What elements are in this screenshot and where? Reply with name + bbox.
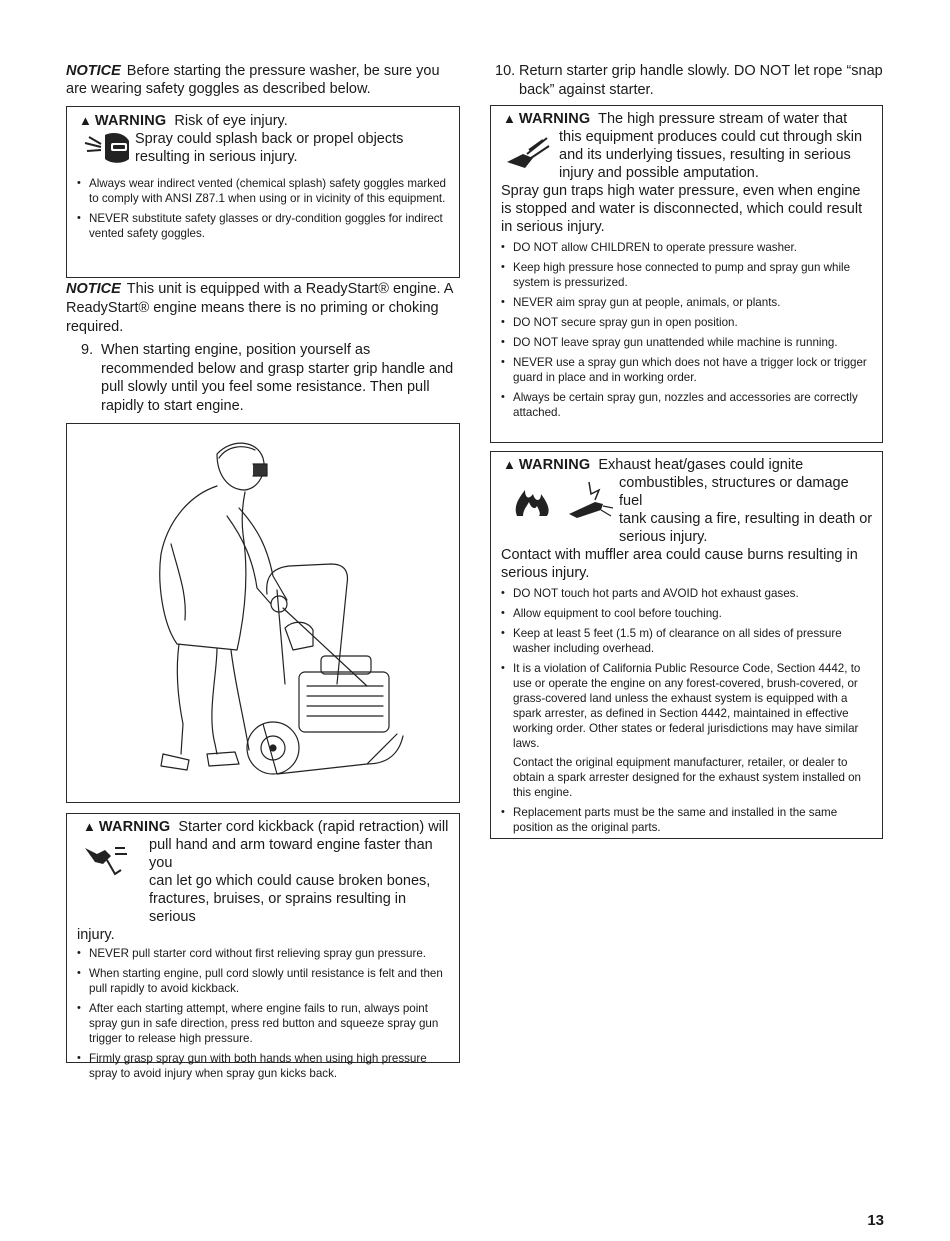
warning-line: pull hand and arm toward engine faster than you bbox=[149, 837, 433, 871]
list-item: • DO NOT secure spray gun in open position. bbox=[501, 315, 874, 330]
list-item: • Firmly grasp spray gun with both hands when using high pressure spray to avoid injury when spray gun kicks back. bbox=[77, 1051, 451, 1081]
warning-triangle-icon: ▲ bbox=[79, 113, 92, 128]
bullet-paragraph: • Allow equipment to cool before touching. bbox=[513, 607, 722, 620]
warning-title: The high pressure stream of water that bbox=[598, 111, 848, 127]
warning-paragraph: Contact with muffler area could cause burns resulting in serious injury. bbox=[501, 547, 858, 581]
bullet-paragraph: • Keep at least 5 feet (1.5 m) of clearance on all sides of pressure washer including overhead. bbox=[513, 627, 842, 655]
list-item: • When starting engine, pull cord slowly until resistance is felt and then pull rapidly to avoid kickback. bbox=[77, 966, 451, 996]
list-item: • NEVER use a spray gun which does not have a trigger lock or trigger guard in place and in working order. bbox=[501, 355, 874, 385]
list-item bbox=[501, 805, 874, 835]
list-item: • DO NOT leave spray gun unattended while machine is running. bbox=[501, 335, 874, 350]
warning-line: this equipment produces could cut through skin bbox=[559, 129, 863, 145]
step-number: 10. bbox=[495, 63, 516, 79]
warning-title: Exhaust heat/gases could ignite bbox=[598, 457, 804, 473]
warning-line: injury. bbox=[77, 927, 115, 943]
notice-goggles bbox=[66, 62, 460, 98]
bullet-paragraph: • It is a violation of California Public Resource Code, Section 4442, to use or operate the engine on any forest-covered, brush-covered, or grass-covered land unless the exhaust system is equipped with a spark arrester, as defined in Section 4442, maintained in effective working order. Other states or federal jurisdictions may have similar laws. bbox=[513, 662, 861, 750]
warning-label: WARNING bbox=[518, 111, 591, 127]
left-column bbox=[66, 62, 460, 1080]
right-column bbox=[490, 62, 883, 839]
warning-paragraph: Spray gun traps high water pressure, even when engine is stopped and water is disconnected, which could result in serious injury. bbox=[501, 183, 863, 235]
warning-triangle-icon: ▲ bbox=[83, 819, 96, 834]
high-pressure-spray-hand-icon bbox=[505, 136, 551, 172]
fire-icon bbox=[511, 480, 555, 520]
notice-text: This unit is equipped with a ReadyStart® engine. A ReadyStart® engine means there is no priming or choking required. bbox=[66, 281, 453, 335]
starting-position-illustration bbox=[66, 423, 460, 803]
notice-text: Before starting the pressure washer, be sure you are wearing safety goggles as described below. bbox=[66, 63, 440, 97]
high-pressure-warning-box bbox=[490, 105, 883, 443]
list-item: • NEVER substitute safety glasses or dry-condition goggles for indirect vented safety goggles. bbox=[77, 211, 451, 241]
step-text: When starting engine, position yourself as recommended below and grasp starter grip handle and pull slowly until you feel some resistance. Then pull rapidly to start engine. bbox=[101, 342, 454, 414]
list-item: • DO NOT allow CHILDREN to operate pressure washer. bbox=[501, 240, 874, 255]
warning-line: serious injury. bbox=[619, 529, 708, 545]
warning-triangle-icon: ▲ bbox=[503, 457, 516, 472]
step-number: 9. bbox=[81, 342, 94, 358]
step-10 bbox=[495, 62, 883, 99]
warning-line: injury and possible amputation. bbox=[559, 165, 759, 181]
warning-heading bbox=[77, 112, 451, 130]
list-item: • NEVER pull starter cord without first relieving spray gun pressure. bbox=[77, 946, 451, 961]
list-item: • Keep high pressure hose connected to pump and spray gun while system is pressurized. bbox=[501, 260, 874, 290]
page-number: 13 bbox=[867, 1212, 884, 1229]
exhaust-warning-bullets bbox=[501, 586, 874, 835]
bullet-paragraph: • DO NOT touch hot parts and AVOID hot exhaust gases. bbox=[513, 587, 799, 600]
warning-line: can let go which could cause broken bones, bbox=[149, 873, 431, 889]
warning-title: Starter cord kickback (rapid retraction) will bbox=[178, 819, 449, 835]
hot-exhaust-icon bbox=[565, 480, 615, 520]
warning-label: WARNING bbox=[518, 457, 591, 473]
warning-triangle-icon: ▲ bbox=[503, 111, 516, 126]
kickback-warning-bullets bbox=[77, 946, 451, 1081]
pressure-warning-bullets bbox=[501, 240, 874, 420]
list-item: • After each starting attempt, where engine fails to run, always point spray gun in safe direction, press red button and squeeze spray gun trigger to release high pressure. bbox=[77, 1001, 451, 1046]
warning-title: Risk of eye injury. bbox=[174, 113, 288, 129]
bullet-paragraph: • Replacement parts must be the same and installed in the same position as the original parts. bbox=[513, 806, 838, 834]
warning-heading bbox=[501, 110, 874, 128]
list-item bbox=[501, 661, 874, 800]
kickback-warning-box bbox=[66, 813, 460, 1080]
list-item bbox=[501, 626, 874, 656]
warning-line-2: resulting in serious injury. bbox=[135, 149, 298, 165]
eye-warning-bullets bbox=[77, 176, 451, 241]
warning-line: fractures, bruises, or sprains resulting in serious bbox=[149, 891, 407, 925]
goggles-face-icon bbox=[83, 131, 133, 165]
warning-line: and its underlying tissues, resulting in serious bbox=[559, 147, 851, 163]
exhaust-warning-box bbox=[490, 451, 883, 839]
warning-label: WARNING bbox=[94, 113, 167, 129]
list-item: • NEVER aim spray gun at people, animals, or plants. bbox=[501, 295, 874, 310]
warning-line: combustibles, structures or damage fuel bbox=[619, 475, 849, 509]
warning-heading bbox=[501, 456, 874, 474]
list-item: • Always wear indirect vented (chemical splash) safety goggles marked to comply with ANSI Z87.1 when using or in vicinity of this equipment. bbox=[77, 176, 451, 206]
kickback-hand-icon bbox=[81, 840, 129, 880]
operator-starting-engine-illustration bbox=[67, 424, 458, 801]
list-item: • Always be certain spray gun, nozzles and accessories are correctly attached. bbox=[501, 390, 874, 420]
notice-label: NOTICE bbox=[66, 63, 121, 79]
warning-line-1: Spray could splash back or propel objects bbox=[135, 131, 404, 147]
warning-heading bbox=[77, 818, 451, 836]
bullet-paragraph: Contact the original equipment manufacturer, retailer, or dealer to obtain a spark arrester designed for the exhaust system installed on this engine. bbox=[513, 756, 862, 799]
list-item bbox=[501, 586, 874, 601]
step-9 bbox=[66, 341, 460, 415]
warning-label: WARNING bbox=[98, 819, 171, 835]
notice-label: NOTICE bbox=[66, 281, 121, 297]
eye-injury-warning-box bbox=[66, 106, 460, 278]
list-item bbox=[501, 606, 874, 621]
step-text: Return starter grip handle slowly. DO NOT let rope “snap back” against starter. bbox=[519, 63, 883, 98]
notice-readystart bbox=[66, 280, 460, 337]
warning-line: tank causing a fire, resulting in death or bbox=[619, 511, 873, 527]
